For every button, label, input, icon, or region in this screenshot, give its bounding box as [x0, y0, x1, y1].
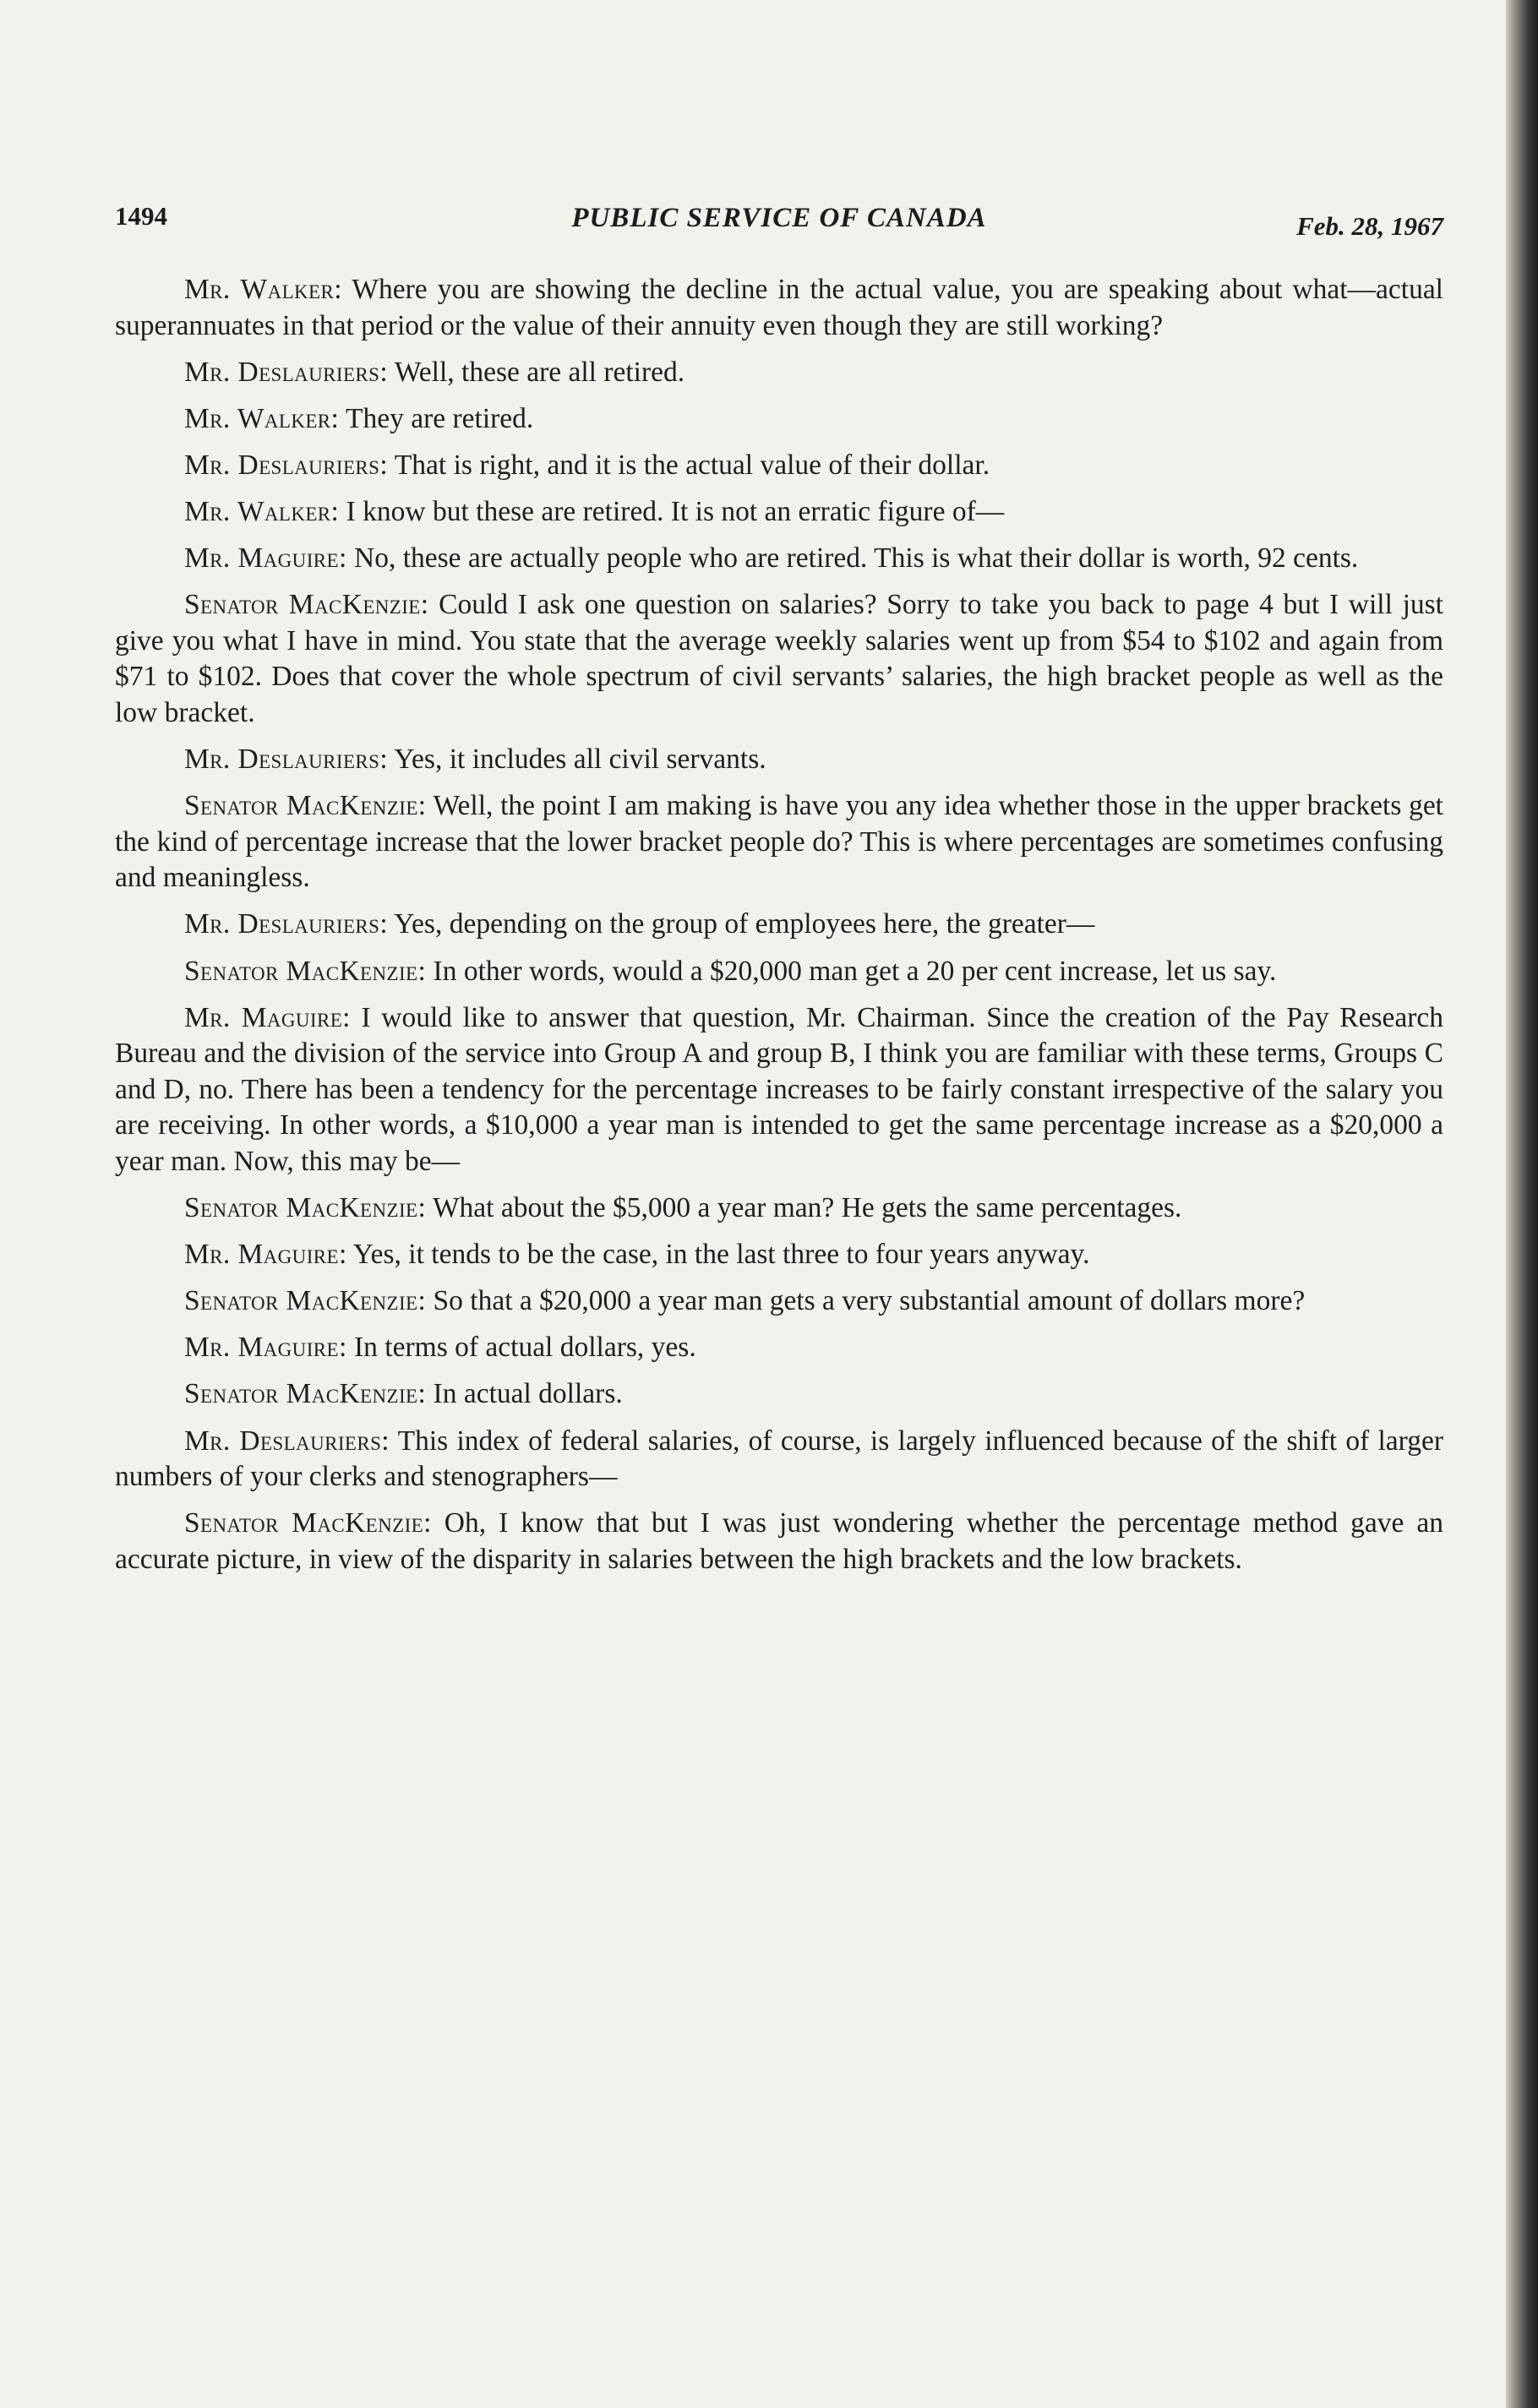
- speaker-name: Mr. Deslauriers:: [184, 356, 389, 388]
- page-edge-shadow: [1506, 0, 1538, 2408]
- paragraph: [115, 907, 1443, 943]
- paragraph: [115, 541, 1443, 577]
- paragraph: [115, 494, 1443, 531]
- paragraph: [115, 587, 1443, 731]
- paragraph: [115, 1376, 1443, 1413]
- speaker-name: Senator MacKenzie:: [184, 1285, 427, 1317]
- speech-text: Yes, depending on the group of employees here, the greater—: [388, 908, 1095, 940]
- speech-text: What about the $5,000 a year man? He gets the same percentages.: [426, 1192, 1182, 1224]
- paragraph: [115, 1237, 1443, 1273]
- speech-text: Could I ask one question on salaries? Sorry to take you back to page 4 but I will just give you what I have in mind. You state that the average weekly salaries went up from $54 to $102 and again from $71 to $102. Does that cover the whole spectrum of civil servants’ salaries, the high bracket people as well as the low bracket.: [115, 589, 1443, 728]
- speaker-name: Mr. Walker:: [184, 495, 340, 527]
- speech-text: Yes, it tends to be the case, in the last three to four years anyway.: [346, 1239, 1090, 1271]
- speaker-name: Senator MacKenzie:: [184, 1378, 427, 1410]
- speaker-name: Mr. Walker:: [184, 402, 340, 434]
- speaker-name: Senator MacKenzie:: [184, 790, 427, 822]
- speech-text: Yes, it includes all civil servants.: [388, 744, 766, 776]
- paragraph: [115, 355, 1443, 391]
- paragraph: [115, 272, 1443, 344]
- speaker-name: Senator MacKenzie:: [184, 955, 427, 987]
- paragraph: [115, 1330, 1443, 1366]
- speech-text: So that a $20,000 a year man gets a very substantial amount of dollars more?: [426, 1285, 1306, 1317]
- speaker-name: Senator MacKenzie:: [184, 1507, 432, 1539]
- speech-text: Well, the point I am making is have you any idea whether those in the upper brackets get the kind of percentage increase that the lower bracket people do? This is where percentages are sometimes confusing and meaningless.: [115, 790, 1443, 894]
- speech-text: In actual dollars.: [426, 1378, 623, 1410]
- speech-text: They are retired.: [339, 402, 534, 434]
- speaker-name: Mr. Deslauriers:: [184, 1425, 390, 1457]
- paragraph: [115, 1424, 1443, 1495]
- paragraph: [115, 401, 1443, 438]
- speaker-name: Mr. Walker:: [184, 274, 342, 305]
- page-number: 1494: [115, 201, 167, 231]
- speech-text: Well, these are all retired.: [388, 356, 685, 388]
- header-date: Feb. 28, 1967: [1296, 211, 1443, 241]
- paragraph: [115, 954, 1443, 990]
- speaker-name: Mr. Maguire:: [184, 1332, 347, 1364]
- speech-text: In other words, would a $20,000 man get a 20 per cent increase, let us say.: [426, 955, 1277, 987]
- speaker-name: Mr. Maguire:: [184, 1239, 347, 1271]
- speech-text: That is right, and it is the actual value of their dollar.: [388, 449, 990, 481]
- paragraph: [115, 448, 1443, 484]
- transcript-body: [115, 272, 1443, 1588]
- speech-text: No, these are actually people who are retired. This is what their dollar is worth, 92 cents.: [346, 542, 1359, 575]
- speaker-name: Senator MacKenzie:: [184, 1192, 427, 1224]
- speaker-name: Mr. Deslauriers:: [184, 908, 389, 940]
- speech-text: This index of federal salaries, of course, is largely influenced because of the shift of larger numbers of your clerks and stenographers—: [115, 1425, 1443, 1493]
- speech-text: In terms of actual dollars, yes.: [346, 1332, 696, 1364]
- paragraph: [115, 1000, 1443, 1180]
- speech-text: I know but these are retired. It is not an erratic figure of—: [339, 495, 1005, 527]
- speech-text: Where you are showing the decline in the actual value, you are speaking about what—actual superannuates in that period or the value of their annuity even though they are still working?: [115, 274, 1443, 341]
- speaker-name: Mr. Deslauriers:: [184, 744, 389, 776]
- running-header: [115, 196, 1443, 247]
- paragraph: [115, 1283, 1443, 1320]
- running-title: PUBLIC SERVICE OF CANADA: [571, 203, 987, 233]
- speaker-name: Mr. Maguire:: [184, 542, 347, 575]
- paragraph: [115, 788, 1443, 896]
- speaker-name: Senator MacKenzie:: [184, 589, 429, 621]
- speaker-name: Mr. Maguire:: [184, 1001, 351, 1033]
- speaker-name: Mr. Deslauriers:: [184, 449, 389, 481]
- paragraph: [115, 1190, 1443, 1227]
- speech-text: Oh, I know that but I was just wondering whether the percentage method gave an accurate picture, in view of the disparity in salaries between the high brackets and the low brackets.: [115, 1507, 1443, 1575]
- paragraph: [115, 1506, 1443, 1577]
- paragraph: [115, 742, 1443, 778]
- speech-text: I would like to answer that question, Mr. Chairman. Since the creation of the Pay Research Bureau and the division of the service into Group A and group B, I think you are familiar with these terms, Groups C and D, no. There has been a tendency for the percentage increases to be fairly constant irrespective of the salary you are receiving. In other words, a $10,000 a year man is intended to get the same percentage increase as a $20,000 a year man. Now, this may be—: [115, 1001, 1443, 1177]
